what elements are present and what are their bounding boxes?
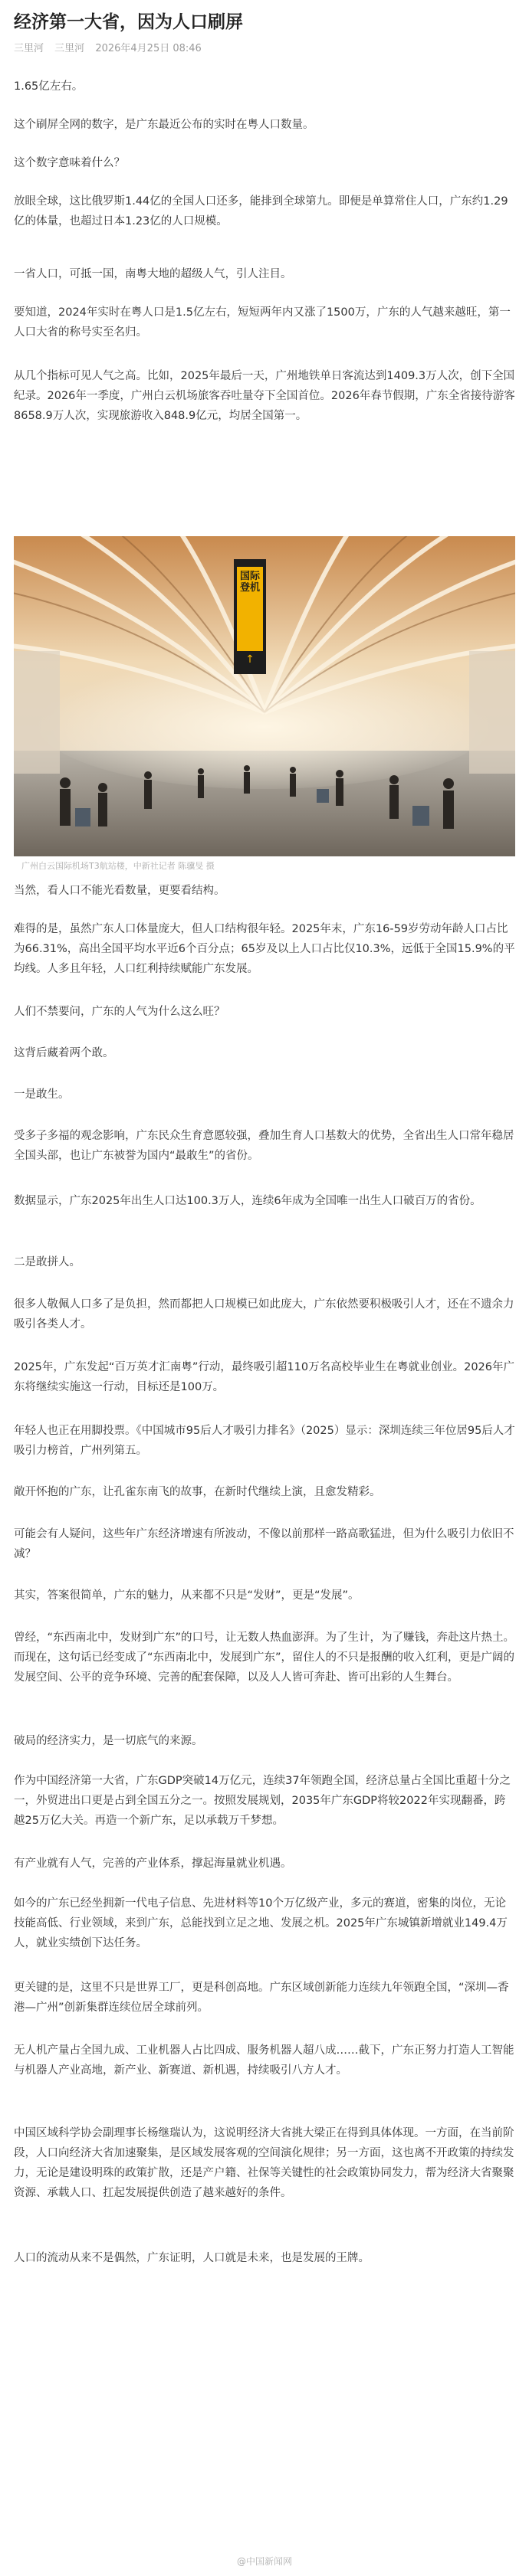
paragraph: 中国区域科学协会副理事长杨继瑞认为，这说明经济大省挑大梁正在得到具体体现。一方面，在当前阶段，人口向经济大省加速聚集，是区域发展客观的空间演化规律；另一方面，这也离不开政策的持续发力，无论是建设明珠的政策扩散，还是产户籍、社保等关键性的社会政策协同发力，帮为经济大省聚聚资源、承载人口、扛起发展提供创造了越来越好的条件。 bbox=[14, 2127, 514, 2199]
paragraph: 有产业就有人气，完善的产业体系，撑起海量就业机遇。 bbox=[14, 1858, 292, 1870]
paragraph: 数据显示，广东2025年出生人口达100.3万人，连续6年成为全国唯一出生人口破百万的省份。 bbox=[14, 1195, 481, 1207]
publish-datetime: 2026年4月25日 08:46 bbox=[95, 43, 202, 54]
account-name[interactable]: 三里河 bbox=[54, 43, 85, 54]
source-label[interactable]: 三里河 bbox=[14, 43, 44, 54]
svg-text:↑: ↑ bbox=[245, 653, 255, 666]
paragraph: 更关键的是，这里不只是世界工厂，更是科创高地。广东区域创新能力连续九年领跑全国，“深圳—香港—广州”创新集群连续位居全球前列。 bbox=[14, 1982, 509, 2014]
paragraph: 这个刷屏全网的数字，是广东最近公布的实时在粤人口数量。 bbox=[14, 119, 314, 131]
paragraph: 难得的是，虽然广东人口体量庞大，但人口结构很年轻。2025年末，广东16-59岁劳动年龄人口占比为66.31%，高出全国平均水平近6个百分点；65岁及以上人口占比仅10.3%，远低于全国15.9%的平均线。人多且年轻，人口红利持续赋能广东发展。 bbox=[14, 923, 515, 975]
article-title: 经济第一大省，因为人口刷屏 bbox=[14, 12, 243, 32]
paragraph: 如今的广东已经坐拥新一代电子信息、先进材料等10个万亿级产业，多元的赛道，密集的岗位，无论技能高低、行业领域，来到广东，总能找到立足之地、发展之机。2025年广东城镇新增就业149.4万人，就业实绩创下达任务。 bbox=[14, 1897, 508, 1949]
paragraph: 人口的流动从来不是偶然，广东证明，人口就是未来，也是发展的王牌。 bbox=[14, 2252, 370, 2264]
paragraph: 二是敢拼人。 bbox=[14, 1256, 80, 1268]
paragraph: 一是敢生。 bbox=[14, 1088, 70, 1101]
paragraph: 这背后藏着两个敢。 bbox=[14, 1047, 114, 1059]
watermark-label: @中国新闻网 bbox=[236, 2556, 292, 2567]
paragraph: 无人机产量占全国九成、工业机器人占比四成、服务机器人超八成……截下，广东正努力打造人工智能与机器人产业高地，新产业、新赛道、新机遇，持续吸引八方人才。 bbox=[14, 2044, 514, 2077]
paragraph: 人们不禁要问，广东的人气为什么这么旺？ bbox=[14, 1006, 225, 1018]
paragraph: 曾经，“东西南北中，发财到广东”的口号，让无数人热血澎湃。为了生计，为了赚钱，奔赴这片热土。而现在，这句话已经变成了“东西南北中，发展到广东”，留住人的不只是报酬的收入红利，更是广阔的发展空间、公平的竞争环境、完善的配套保障，以及人人皆可奔赴、皆可出彩的人生舞台。 bbox=[14, 1632, 515, 1684]
airport-terminal-photo bbox=[14, 536, 515, 856]
paragraph: 可能会有人疑问，这些年广东经济增速有所波动，不像以前那样一路高歌猛进，但为什么吸引力依旧不减？ bbox=[14, 1528, 514, 1560]
paragraph: 其实，答案很简单，广东的魅力，从来都不只是“发财”，更是“发展”。 bbox=[14, 1589, 360, 1602]
paragraph: 年轻人也正在用脚投票。《中国城市95后人才吸引力排名》（2025）显示：深圳连续三年位居95后人才吸引力榜首，广州列第五。 bbox=[14, 1425, 515, 1457]
paragraph: 受多子多福的观念影响，广东民众生育意愿较强，叠加生育人口基数大的优势，全省出生人口常年稳居全国头部，也让广东被誉为国内“最敢生”的省份。 bbox=[14, 1130, 514, 1162]
paragraph: 作为中国经济第一大省，广东GDP突破14万亿元，连续37年领跑全国，经济总量占全国比重超十分之一，外贸进出口更是占到全国五分之一。按照发展规划，2035年广东GDP将较2022年实现翻番，跨越25万亿大关。再造一个新广东，足以承载万千梦想。 bbox=[14, 1775, 511, 1827]
paragraph: 要知道，2024年实时在粤人口是1.5亿左右，短短两年内又涨了1500万，广东的人气越来越旺，第一人口大省的称号实至名归。 bbox=[14, 306, 511, 339]
paragraph: 放眼全球，这比俄罗斯1.44亿的全国人口还多，能排到全球第九。即便是单算常住人口，广东约1.29亿的体量，也超过日本1.23亿的人口规模。 bbox=[14, 195, 508, 227]
paragraph: 敞开怀抱的广东，让孔雀东南飞的故事，在新时代继续上演，且愈发精彩。 bbox=[14, 1486, 381, 1498]
paragraph: 2025年，广东发起“百万英才汇南粤”行动，最终吸引超110万名高校毕业生在粤就业创业。2026年广东将继续实施这一行动，目标还是100万。 bbox=[14, 1361, 514, 1393]
paragraph: 当然，看人口不能光看数量，更要看结构。 bbox=[14, 885, 225, 897]
paragraph: 破局的经济实力，是一切底气的来源。 bbox=[14, 1735, 203, 1747]
paragraph: 从几个指标可见人气之高。比如，2025年最后一天，广州地铁单日客流达到1409.3万人次，创下全国纪录。2026年一季度，广州白云机场旅客吞吐量夺下全国首位。2026年春节假期，广东全省接待游客8658.9万人次，实现旅游收入848.9亿元，均居全国第一。 bbox=[14, 370, 515, 422]
paragraph: 这个数字意味着什么？ bbox=[14, 157, 125, 169]
photo-caption: 广州白云国际机场T3航站楼，中新社记者 陈骥旻 摄 bbox=[21, 861, 215, 871]
sign-label: 国际登机 bbox=[239, 571, 260, 594]
paragraph: 很多人敬佩人口多了是负担，然而都把人口规模已如此庞大，广东依然要积极吸引人才，还在不遗余力吸引各类人才。 bbox=[14, 1298, 514, 1331]
paragraph: 一省人口，可抵一国，南粤大地的超级人气，引人注目。 bbox=[14, 268, 292, 280]
article-meta bbox=[14, 40, 209, 54]
paragraph: 1.65亿左右。 bbox=[14, 80, 84, 93]
